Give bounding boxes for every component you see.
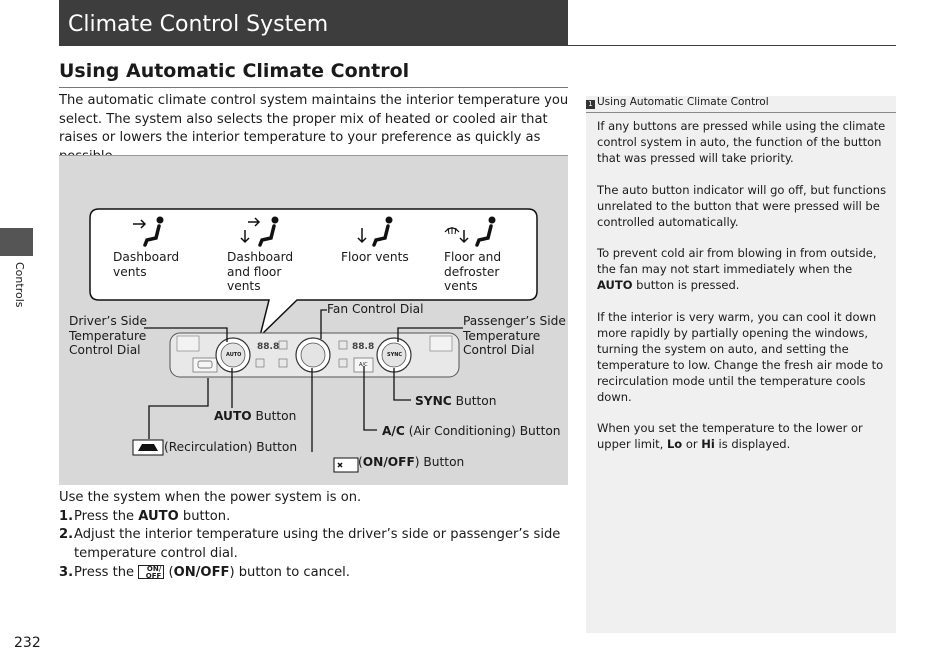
chapter-title: Climate Control System: [68, 12, 329, 37]
driver-dial-label: Driver’s Side Temperature Control Dial: [69, 314, 147, 357]
vent-mode-floor: Floor vents: [341, 250, 409, 264]
sidebar-heading: 1 Using Automatic Climate Control: [586, 96, 896, 113]
on-off-inline-icon: ON/ OFF: [138, 565, 164, 579]
vent-mode-floor-defroster: Floor and defroster vents: [444, 250, 502, 293]
fan-dial-label: Fan Control Dial: [327, 302, 424, 316]
vent-mode-dashboard: Dashboard vents: [113, 250, 180, 279]
chapter-header: [59, 0, 568, 46]
section-title: Using Automatic Climate Control: [59, 60, 410, 82]
on-off-button-label: (ON/OFF) Button: [358, 455, 465, 469]
sidebar-p5: When you set the temperature to the lower or upper limit, Lo or Hi is displayed.: [597, 421, 863, 451]
sidebar-body: [597, 118, 891, 468]
climate-panel-figure: [59, 155, 568, 485]
sidebar-p4: If the interior is very warm, you can cool it down more rapidly by partially opening the windows, turning the system on auto, and setting the temperature to low. Change the fresh air mode to recirculation mode until the temperature cools down.: [597, 309, 884, 404]
on-off-icon: [334, 458, 358, 472]
page-number: 232: [14, 635, 41, 651]
panel-ac-text: A/C: [359, 362, 368, 368]
sidebar-note: [586, 96, 896, 633]
panel-passenger-display: 88.8: [352, 342, 375, 352]
passenger-dial-label: Passenger’s Side Temperature Control Dial: [463, 314, 566, 357]
chapter-tab: [0, 228, 33, 256]
intro-paragraph: The automatic climate control system maintains the interior temperature you select. The system also selects the proper mix of heated or cooled air that raises or lowers the interior temperature to your preference as quickly as: [59, 93, 569, 146]
sync-button-label: SYNC Button: [415, 394, 497, 408]
step-2: 2. Adjust the interior temperature using the driver’s side or passenger’s side temperature control dial.: [59, 527, 561, 562]
step-3: 3. Press the ON/ OFF (ON/OFF) button to cancel.: [59, 564, 350, 580]
sidebar-p1: If any buttons are pressed while using the climate control system in auto, the function of the button that was pressed will take priority.: [597, 119, 886, 165]
usage-steps: [59, 489, 571, 583]
recirculation-icon: [133, 440, 163, 455]
panel-driver-display: 88.8: [257, 342, 280, 352]
reference-mark-icon: 1: [586, 100, 595, 109]
sidebar-p2: The auto button indicator will go off, but functions unrelated to the button that were pressed will be controlled automatically.: [597, 182, 887, 229]
panel-auto-text: AUTO: [226, 352, 242, 358]
steps-lead: Use the system when the power system is on.: [59, 490, 362, 505]
ac-button-label: A/C (Air Conditioning) Button: [382, 424, 561, 438]
sidebar-p3: To prevent cold air from blowing in from outside, the fan may not start immediately when the AUTO button is pressed.: [597, 246, 877, 292]
recirc-panel-button: [193, 358, 217, 372]
panel-sync-text: SYNC: [387, 352, 403, 358]
chapter-tab-label: Controls: [13, 262, 26, 308]
vent-mode-dashboard-floor: Dashboard and floor vents: [227, 250, 294, 293]
section-rule: [59, 87, 568, 88]
header-rule: [568, 45, 896, 46]
recirculation-button-label: (Recirculation) Button: [164, 440, 298, 454]
fan-control-dial: [296, 338, 330, 372]
auto-button-label: AUTO Button: [214, 409, 297, 423]
step-1: 1. Press the AUTO button.: [59, 508, 231, 524]
